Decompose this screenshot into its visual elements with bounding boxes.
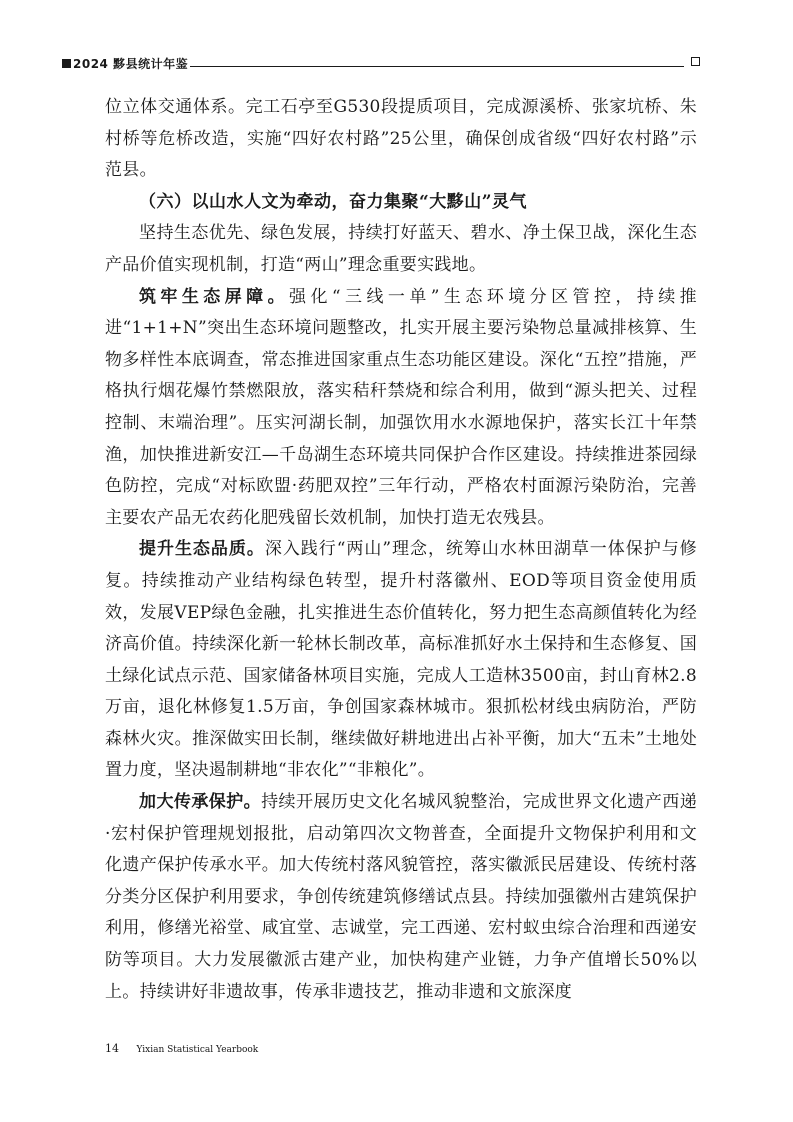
paragraph-ecological-barrier — [105, 282, 697, 535]
continuation-paragraph: 位立体交通体系。完工石亭至G530段提质项目，完成源溪桥、张家坑桥、朱村桥等危桥改造，实施“四好农村路”25公里，确保创成省级“四好农村路”示范县。 — [105, 97, 697, 181]
section-heading: （六）以山水人文为牵动，奋力集聚“大黟山”灵气 — [139, 191, 528, 212]
running-header — [62, 54, 700, 74]
paragraph-text: 强化“三线一单”生态环境分区管控，持续推进“1+1+N”突出生态环境问题整改，扎实开展主要污染物总量减排核算、生物多样性本底调查，常态推进国家重点生态功能区建设。深化“五控”措施，严格执行烟花爆竹禁燃限放，落实秸秆禁烧和综合利用，做到“源头把关、过程控制、末端治理”。压实河湖长制，加强饮用水水源地保护，落实长江十年禁渔，加快推进新安江—千岛湖生态环境共同保护合作区建设。持续推进茶园绿色防控，完成“对标欧盟·药肥双控”三年行动，严格农村面源污染防治，完善主要农产品无农药化肥残留长效机制，加快打造无农残县。 — [105, 286, 697, 528]
header-square-mark — [62, 59, 71, 68]
header-box-mark — [691, 57, 700, 66]
header-rule — [190, 66, 684, 67]
paragraph-text: 持续开展历史文化名城风貌整治，完成世界文化遗产西递·宏村保护管理规划报批，启动第四次文物普查，全面提升文物保护利用和文化遗产保护传承水平。加大传统村落风貌管控，落实徽派民居建设、传统村落分类分区保护利用要求，争创传统建筑修缮试点县。持续加强徽州古建筑保护利用，修缮光裕堂、咸宜堂、志诚堂，完工西递、宏村蚁虫综合治理和西递安防等项目。大力发展徽派古建产业，加快构建产业链，力争产值增长50%以上。持续讲好非遗故事，传承非遗技艺，推动非遗和文旅深度 — [105, 792, 697, 1002]
paragraph-text: 深入践行“两山”理念，统筹山水林田湖草一体保护与修复。持续推动产业结构绿色转型，提升村落徽州、EOD等项目资金使用质效，发展VEP绿色金融，扎实推进生态价值转化，努力把生态高颜值转化为经济高价值。持续深化新一轮林长制改革，高标准抓好水土保持和生态修复、国土绿化试点示范、国家储备林项目实施，完成人工造林3500亩，封山育林2.8万亩，退化林修复1.5万亩，争创国家森林城市。狠抓松材线虫病防治，严防森林火灾。推深做实田长制，继续做好耕地进出占补平衡，加大“五未”土地处置力度，坚决遏制耕地“非农化”“非粮化”。 — [105, 539, 697, 781]
page-body — [105, 92, 697, 1008]
page-number: 14 — [105, 1042, 119, 1055]
paragraph-heritage-protection — [105, 787, 697, 1008]
header-title: 2024 黟县统计年鉴 — [73, 57, 189, 71]
footer-book-title: Yixian Statistical Yearbook — [136, 1045, 259, 1055]
paragraph-lead: 加大传承保护。 — [139, 792, 262, 813]
paragraph-lead: 提升生态品质。 — [139, 539, 265, 560]
paragraph-lead: 筑牢生态屏障。 — [139, 286, 290, 307]
page-footer — [105, 1042, 258, 1055]
intro-paragraph: 坚持生态优先、绿色发展，持续打好蓝天、碧水、净土保卫战，深化生态产品价值实现机制，打造“两山”理念重要实践地。 — [105, 223, 697, 275]
paragraph-ecological-quality — [105, 534, 697, 787]
